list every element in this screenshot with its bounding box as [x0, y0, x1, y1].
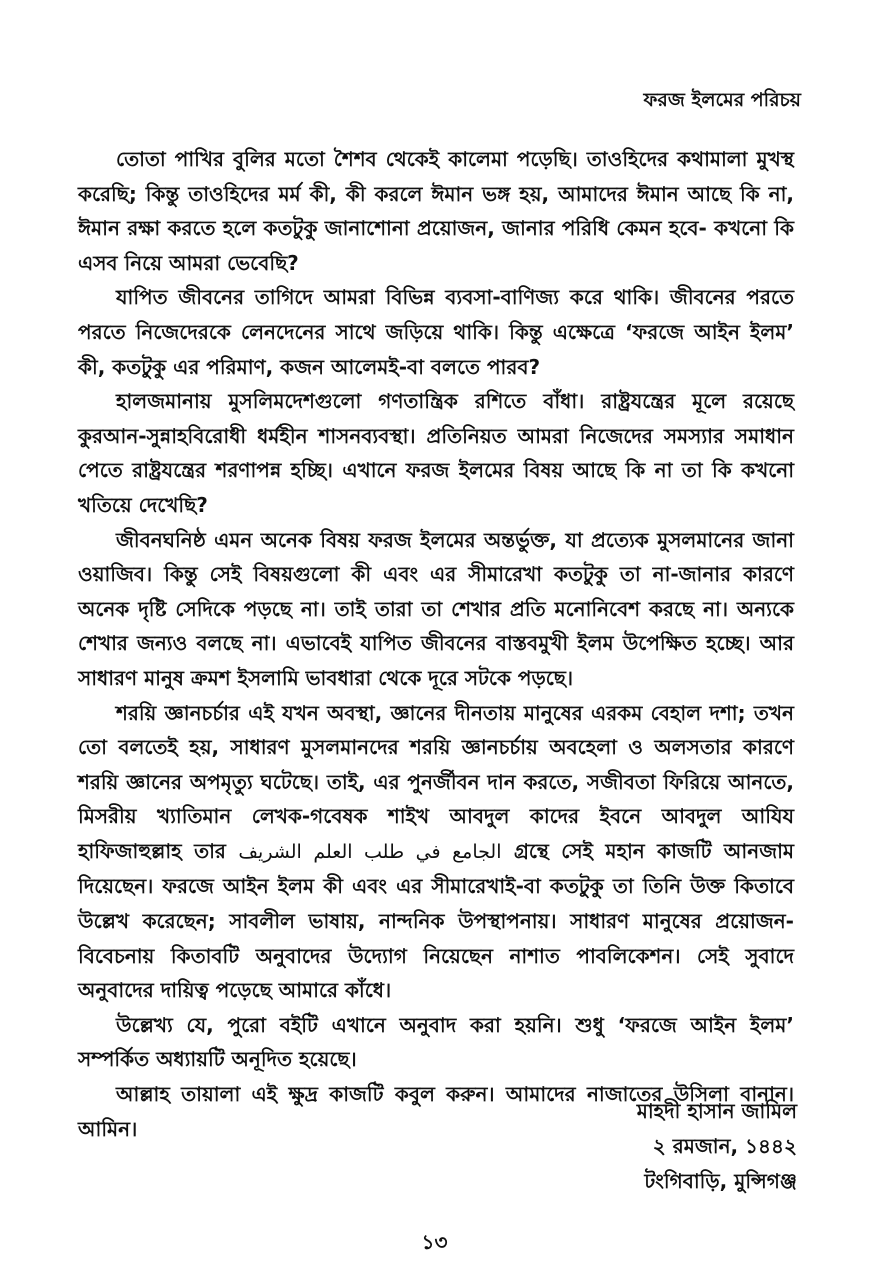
signature-date: ২ রমজান, ১৪৪২ — [652, 1134, 797, 1158]
page-number: ১৩ — [421, 1230, 448, 1254]
paragraph-3: হালজমানায় মুসলিমদেশগুলো গণতান্ত্রিক রশিতে বাঁধা। রাষ্ট্রযন্ত্রের মূলে রয়েছে কুরআন-সুন্নাহবিরোধী ধর্মহীন শাসনব্যবস্থা। প্রতিনিয়ত আমরা নিজেদের সমস্যার সমাধান পেতে রাষ্ট্রযন্ত্রের শরণাপন্ন হচ্ছি। এখানে ফরজ ইলমের বিষয় আছে কি না তা কি কখনো খতিয়ে দেখেছি? — [78, 389, 794, 517]
paragraph-7: আল্লাহ তায়ালা এই ক্ষুদ্র কাজটি কবুল করুন। আমাদের নাজাতের উসিলা বানান। আমিন। — [78, 1082, 794, 1141]
paragraph-5-text-after: গ্রন্থে সেই মহান কাজটি আনজাম দিয়েছেন। ফরজে আইন ইলম কী এবং এর সীমারেখাই-বা কতটুকু তা তিনি উক্ত কিতাবে উল্লেখ করেছেন; সাবলীল ভাষায়, নান্দনিক উপস্থাপনায়। সাধারণ মানুষের প্রয়োজন-বিবেচনায় কিতাবটি অনুবাদের উদ্যোগ নিয়েছেন নাশাত পাবলিকেশন। সেই সুবাদে অনুবাদের দায়িত্ব পড়েছে আমারে কাঁধে। — [78, 838, 794, 1003]
paragraph-6: উল্লেখ্য যে, পুরো বইটি এখানে অনুবাদ করা হয়নি। শুধু ‘ফরজে আইন ইলম’ সম্পর্কিত অধ্যায়টি অনূদিত হয়েছে। — [78, 1012, 794, 1072]
paragraph-5 — [78, 696, 794, 1008]
running-header: ফরজ ইলমের পরিচয় — [643, 89, 801, 111]
paragraph-5-text-before: শরয়ি জ্ঞানচর্চার এই যখন অবস্থা, জ্ঞানের দীনতায় মানুষের এরকম বেহাল দশা; তখন তো বলতেই হয়, সাধারণ মুসলমানদের শরয়ি জ্ঞানচর্চায় অবহেলা ও অলসতার কারণে শরয়ি জ্ঞানের অপমৃত্যু ঘটেছে। তাই, এর পুনর্জীবন দান করতে, সজীবতা ফিরিয়ে আনতে, মিসরীয় খ্যাতিমান লেখক-গবেষক শাইখ আবদুল কাদের ইবনে আবদুল আযিয হাফিজাহুল্লাহ তার — [78, 700, 794, 863]
signature-block — [637, 1094, 797, 1199]
author-name: মাহদী হাসান জামিল — [636, 1099, 797, 1123]
signature-place: টংগিবাড়ি, মুন্সিগঞ্জ — [644, 1169, 797, 1193]
paragraph-2: যাপিত জীবনের তাগিদে আমরা বিভিন্ন ব্যবসা-বাণিজ্য করে থাকি। জীবনের পরতে পরতে নিজেদেরকে লেনদেনের সাথে জড়িয়ে থাকি। কিন্তু এক্ষেত্রে ‘ফরজে আইন ইলম’ কী, কতটুকু এর পরিমাণ, কজন আলেমই-বা বলতে পারব? — [78, 285, 794, 379]
paragraph-1: তোতা পাখির বুলির মতো শৈশব থেকেই কালেমা পড়েছি। তাওহিদের কথামালা মুখস্থ করেছি; কিন্তু তাওহিদের মর্ম কী, কী করলে ঈমান ভঙ্গ হয়, আমাদের ঈমান আছে কি না, ঈমান রক্ষা করতে হলে কতটুকু জানাশোনা প্রয়োজন, জানার পরিধি কেমন হবে- কখনো কি এসব নিয়ে আমরা ভেবেছি? — [78, 147, 794, 275]
arabic-book-title: الجامع في طلب العلم الشريف — [238, 840, 502, 863]
paragraph-4: জীবনঘনিষ্ঠ এমন অনেক বিষয় ফরজ ইলমের অন্তর্ভুক্ত, যা প্রত্যেক মুসলমানের জানা ওয়াজিব। কিন্তু সেই বিষয়গুলো কী এবং এর সীমারেখা কতটুকু তা না-জানার কারণে অনেক দৃষ্টি সেদিকে পড়ছে না। তাই তারা তা শেখার প্রতি মনোনিবেশ করছে না। অন্যকে শেখার জন্যও বলছে না। এভাবেই যাপিত জীবনের বাস্তবমুখী ইলম উপেক্ষিত হচ্ছে। আর সাধারণ মানুষ ক্রমশ ইসলামি ভাবধারা থেকে দূরে সটকে পড়ছে। — [78, 527, 794, 690]
body-text — [78, 142, 794, 1146]
